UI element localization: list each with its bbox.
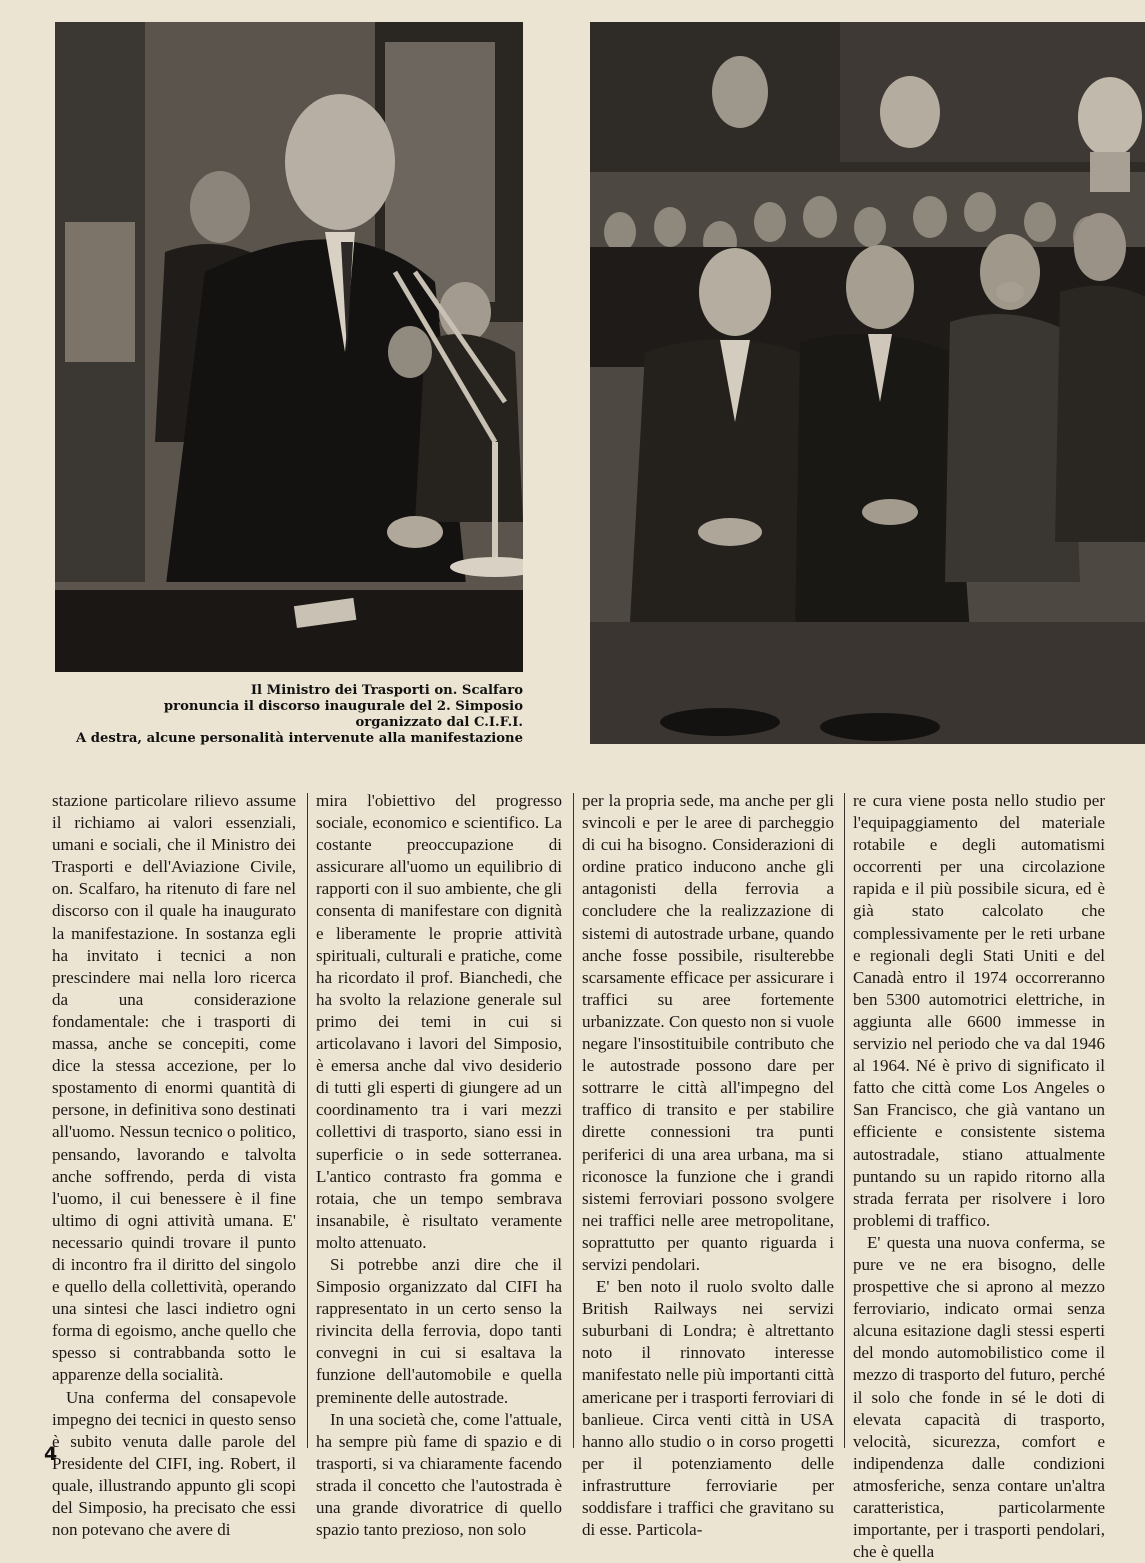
paragraph: mira l'obiettivo del progresso sociale, economico e scientifico. La costante preoccupazione di assicurare all'uomo un equilibrio di rapporti con il suo ambiente, che gli consenta di manifestare con dignità e liberamente le proprie attività spirituali, culturali e pratiche, come ha ricordato il prof. Bianchedi, che ha svolto la relazione generale sul primo dei temi in cui si articolavano i lavori del Simposio, è emersa anche dal vivo desiderio di tutti gli esperti di giungere ad un coordinamento tra i vari mezzi collettivi di trasporto, siano essi in superficie o in sede sotterranea. L'antico contrasto fra gomma e rotaia, che un tempo sembrava insanabile, è risultato veramente molto attenuato. <box>316 791 562 1252</box>
caption-line-2: pronuncia il discorso inaugurale del 2. Simposio <box>163 699 523 714</box>
paragraph: E' ben noto il ruolo svolto dalle British Railways nei servizi suburbani di Londra; è altrettanto noto il rinnovato interesse manifestato nelle più importanti città americane per i trasporti ferroviari di banlieue. Circa venti città in USA hanno allo studio o in corso progetti per il potenziamento delle infrastrutture ferroviarie per soddisfare i traffici che gravitano su di esse. Particola- <box>582 1277 834 1540</box>
photo-minister-speech <box>55 22 523 672</box>
text-column-4 <box>853 790 1105 1562</box>
paragraph: Una conferma del consapevole impegno dei tecnici in questo senso è subito venuta dalle parole del Presidente del CIFI, ing. Robert, il quale, illustrando appunto gli scopi del Simposio, ha precisato che essi non potevano che avere di <box>52 1387 296 1540</box>
caption-line-1: Il Ministro dei Trasporti on. Scalfaro <box>250 683 523 698</box>
column-divider <box>844 793 845 1448</box>
paragraph: In una società che, come l'attuale, ha sempre più fame di spazio e di trasporti, si va chiaramente facendo strada il concetto che l'autostrada è una grande divoratrice di quello spazio tanto prezioso, non solo <box>316 1409 562 1540</box>
photo-audience <box>590 22 1145 744</box>
text-column-3 <box>582 790 834 1540</box>
paragraph: per la propria sede, ma anche per gli svincoli e per le aree di parcheggio di cui ha bisogno. Considerazioni di ordine pratico inducono anche gli antagonisti della ferrovia a concludere che la realizzazione di sistemi di autostrade urbane, quando anche fosse possibile, risulterebbe scarsamente efficace per assicurare i traffici su aree fortemente urbanizzate. Con questo non si vuole negare l'insostituibile contributo che le autostrade possono dare per sottrarre le città all'impegno del traffico di transito e per stabilire dirette connessioni tra punti periferici di una area urbana, ma si riconosce la funzione che i grandi sistemi ferroviari possono svolgere nei traffici nelle aree metropolitane, soprattutto per quanto riguarda i servizi pendolari. <box>582 791 834 1274</box>
caption-line-3: organizzato dal C.I.F.I. <box>355 715 523 730</box>
paragraph: E' questa una nuova conferma, se pure ve ne era bisogno, delle prospettive che si aprono al mezzo ferroviario, indicato ormai senza alcuna esitazione dagli stessi esperti del mondo automobilistico come il mezzo di trasporto del futuro, perché il solo che fonde in sé le doti di elevata capacità di trasporto, velocità, sicurezza, comfort e indipendenza dalle condizioni atmosferiche, senza contare un'altra caratteristica, particolarmente importante, per i trasporti pendolari, che è quella <box>853 1232 1105 1562</box>
caption-line-4: A destra, alcune personalità intervenute alla manifestazione <box>75 731 523 746</box>
paragraph: re cura viene posta nello studio per l'equipaggiamento del materiale rotabile e degli automatismi occorrenti per una circolazione rapida e il più possibile sicura, ed è già stato calcolato che complessivamente per le reti urbane e regionali degli Stati Uniti e del Canadà entro il 1974 occorreranno ben 5300 automotrici elettriche, in aggiunta alle 6600 immesse in servizio nel periodo che va dal 1946 al 1964. Né è privo di significato il fatto che città come Los Angeles o San Francisco, che già vantano un efficiente e consistente sistema autostradale, stiano attualmente puntando su un rapido ritorno alla strada ferrata per risolvere i loro problemi di traffico. <box>853 791 1105 1230</box>
photo-minister-illustration <box>55 22 523 672</box>
column-divider <box>307 793 308 1448</box>
page-number: 4 <box>44 1443 58 1465</box>
photo-caption <box>55 683 523 747</box>
column-divider <box>573 793 574 1448</box>
paragraph: stazione particolare rilievo assume il richiamo ai valori essenziali, umani e sociali, che il Ministro dei Trasporti e dell'Aviazione Civile, on. Scalfaro, ha ritenuto di fare nel discorso con il quale ha inaugurato la manifestazione. In sostanza egli ha invitato i tecnici a non prescindere mai nella loro ricerca da una considerazione fondamentale: che i trasporti di massa, anche se concepiti, come dice la stessa accezione, per lo spostamento di enormi quantità di persone, in definitiva sono destinati all'uomo. Nessun tecnico o politico, pensando, lavorando e talvolta anche soffrendo, perda di vista l'uomo, il cui benessere è il fine ultimo di ogni attività umana. E' necessario quindi trovare il punto di incontro fra il diritto del singolo e quello della collettività, operando una sintesi che lasci indietro ogni forma di egoismo, anche quello che spesso si contrabbanda sotto le apparenze della socialità. <box>52 791 296 1385</box>
paragraph: Si potrebbe anzi dire che il Simposio organizzato dal CIFI ha rappresentato in un certo senso la rivincita della ferrovia, dopo tanti convegni in cui si esaltava la funzione dell'automobile e quella preminente delle autostrade. <box>316 1254 562 1407</box>
text-column-2 <box>316 790 562 1540</box>
photo-audience-illustration <box>590 22 1145 744</box>
text-column-1 <box>52 790 296 1540</box>
